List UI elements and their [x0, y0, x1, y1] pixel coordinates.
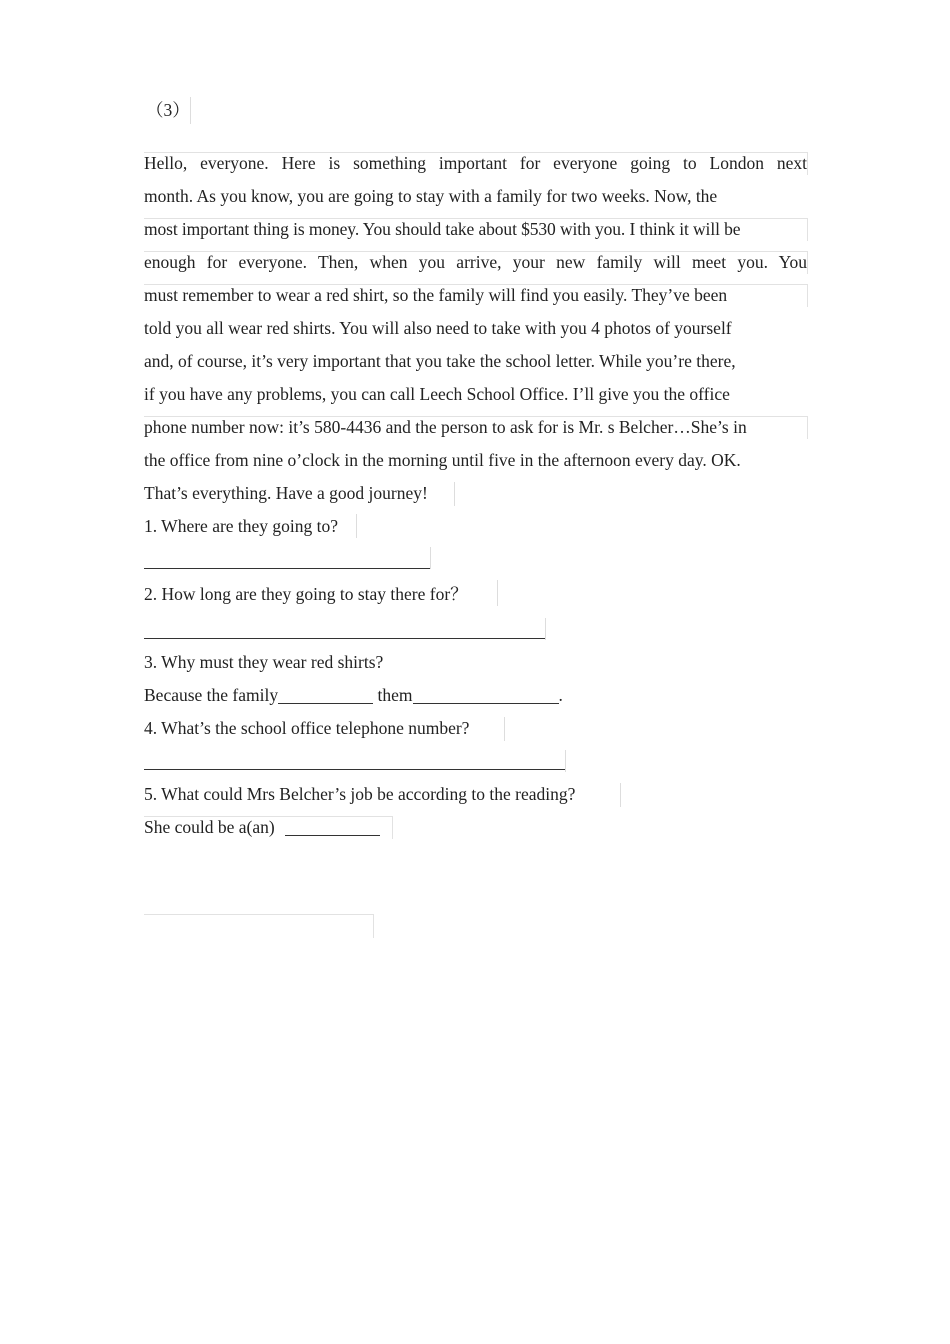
divider: [190, 97, 191, 124]
divider: [497, 580, 498, 606]
answer-prefix: Because the family: [144, 685, 279, 705]
question-1: 1. Where are they going to?: [144, 516, 339, 536]
answer-end: .: [558, 685, 563, 705]
divider: [144, 914, 374, 938]
answer-blank-2[interactable]: [144, 637, 545, 639]
answer-blank-5[interactable]: [285, 816, 380, 836]
answer-blank-3b[interactable]: [413, 684, 559, 704]
passage-line: phone number now: it’s 580-4436 and the person to ask for is Mr. s Belcher…She’s in: [144, 417, 747, 437]
question-5: 5. What could Mrs Belcher’s job be according to the reading?: [144, 784, 576, 804]
divider: [565, 750, 566, 772]
passage-line: told you all wear red shirts. You will also need to take with you 4 photos of yourself: [144, 318, 732, 338]
question-4: 4. What’s the school office telephone number?: [144, 718, 470, 738]
divider: [454, 482, 455, 506]
divider: [620, 783, 621, 807]
passage-line: most important thing is money. You should take about $530 with you. I think it will be: [144, 219, 741, 239]
passage-line: month. As you know, you are going to stay with a family for two weeks. Now, the: [144, 186, 718, 206]
question-5-answer: [144, 811, 380, 844]
question-2: 2. How long are they going to stay there for？: [144, 584, 468, 604]
answer-prefix: She could be a(an): [144, 817, 275, 837]
answer-blank-3a[interactable]: [278, 684, 373, 704]
divider: [430, 547, 431, 569]
divider: [356, 514, 357, 538]
passage-line: and, of course, it’s very important that you take the school letter. While you’re there,: [144, 351, 736, 371]
answer-middle: them: [373, 685, 413, 705]
passage-line: enough for everyone. Then, when you arrive, your new family will meet you. You: [144, 252, 807, 272]
answer-blank-1[interactable]: [144, 567, 430, 569]
question-3: 3. Why must they wear red shirts?: [144, 652, 384, 672]
section-label: （3）: [146, 100, 190, 120]
passage-line: Hello, everyone. Here is something important for everyone going to London next: [144, 153, 807, 173]
question-3-answer: [144, 679, 563, 712]
passage-line: That’s everything. Have a good journey!: [144, 483, 428, 503]
passage-line: the office from nine o’clock in the morning until five in the afternoon every day. OK.: [144, 450, 741, 470]
divider: [504, 717, 505, 741]
passage-line: if you have any problems, you can call Leech School Office. I’ll give you the office: [144, 384, 730, 404]
passage-line: must remember to wear a red shirt, so the family will find you easily. They’ve been: [144, 285, 728, 305]
divider: [545, 618, 546, 640]
answer-blank-4[interactable]: [144, 768, 565, 770]
